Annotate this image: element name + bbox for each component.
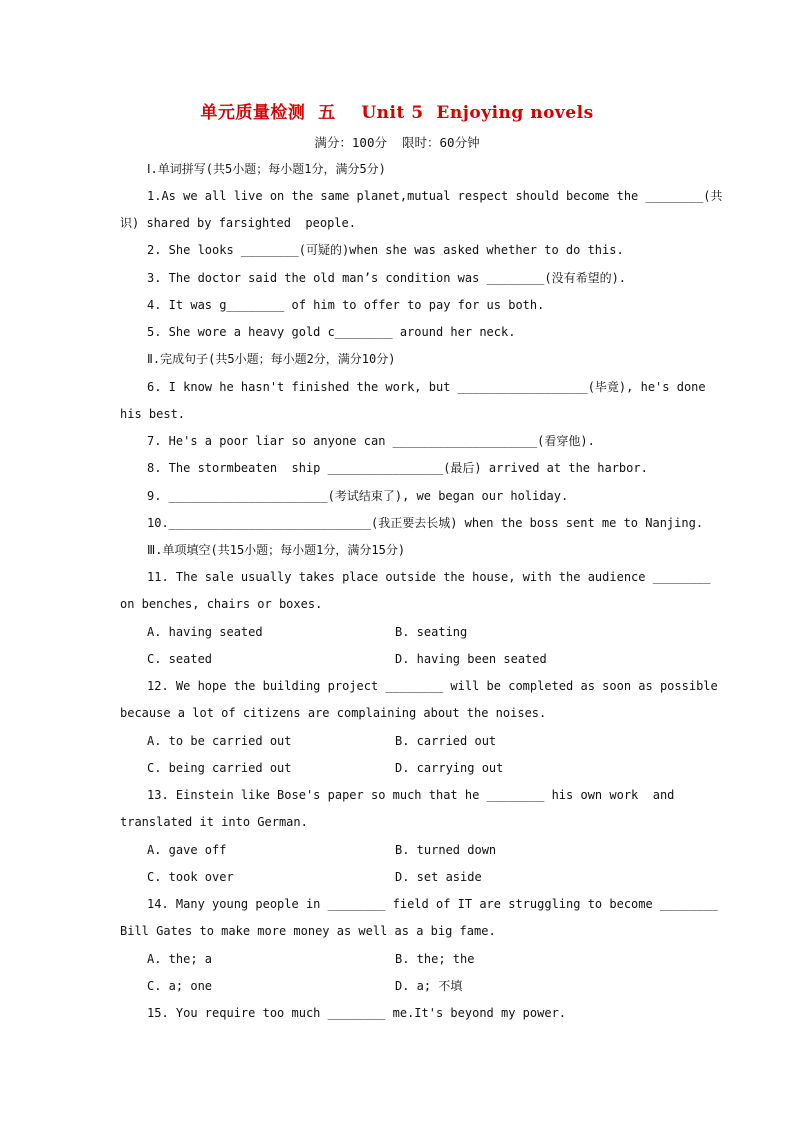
option-14-d: D. a; 不填 (395, 979, 463, 993)
option-11-a: A. having seated (147, 625, 263, 639)
question-12-line-2: because a lot of citizens are complaining about the noises. (120, 706, 547, 720)
question-5: 5. She wore a heavy gold c________ around her neck. (147, 325, 516, 339)
question-6-line-1: 6. I know he hasn't finished the work, but __________________(毕竟), he's done (147, 380, 706, 394)
option-13-d: D. set aside (395, 870, 482, 884)
option-11-c: C. seated (147, 652, 213, 666)
question-11-line-1: 11. The sale usually takes place outside the house, with the audience ________ (147, 570, 711, 584)
option-12-b: B. carried out (395, 734, 497, 748)
section-heading-multiple-choice: Ⅲ.单项填空(共15小题；每小题1分，满分15分) (147, 543, 406, 557)
option-11-b: B. seating (395, 625, 468, 639)
question-13-line-1: 13. Einstein like Bose's paper so much that he ________ his own work and (147, 788, 675, 802)
question-14-line-2: Bill Gates to make more money as well as a big fame. (120, 924, 496, 938)
question-1-line-1: 1.As we all live on the same planet,mutual respect should become the ________(共 (147, 189, 723, 203)
question-9: 9. ______________________(考试结束了), we began our holiday. (147, 489, 569, 503)
question-14-line-1: 14. Many young people in ________ field of IT are struggling to become ________ (147, 897, 718, 911)
option-14-b: B. the; the (395, 952, 475, 966)
option-13-c: C. took over (147, 870, 234, 884)
question-8: 8. The stormbeaten ship ________________(最后) arrived at the harbor. (147, 461, 648, 475)
section-heading-spelling: Ⅰ.单词拼写(共5小题；每小题1分，满分5分) (147, 162, 386, 176)
question-3: 3. The doctor said the old man’s condition was ________(没有希望的). (147, 271, 627, 285)
question-12-line-1: 12. We hope the building project ________ will be completed as soon as possible (147, 679, 718, 693)
question-15: 15. You require too much ________ me.It's beyond my power. (147, 1006, 567, 1020)
question-10: 10.____________________________(我正要去长城) when the boss sent me to Nanjing. (147, 516, 704, 530)
question-4: 4. It was g________ of him to offer to pay for us both. (147, 298, 545, 312)
question-1-line-2: 识) shared by farsighted people. (120, 216, 356, 230)
score-time-info: 满分：100分 限时：60分钟 (314, 135, 480, 150)
question-13-line-2: translated it into German. (120, 815, 308, 829)
option-14-a: A. the; a (147, 952, 213, 966)
question-11-line-2: on benches, chairs or boxes. (120, 597, 323, 611)
option-13-b: B. turned down (395, 843, 497, 857)
option-11-d: D. having been seated (395, 652, 547, 666)
question-7: 7. He's a poor liar so anyone can ____________________(看穿他). (147, 434, 595, 448)
option-12-d: D. carrying out (395, 761, 504, 775)
question-2: 2. She looks ________(可疑的)when she was asked whether to do this. (147, 243, 624, 257)
option-14-c: C. a; one (147, 979, 213, 993)
section-heading-sentences: Ⅱ.完成句子(共5小题；每小题2分，满分10分) (147, 352, 396, 366)
option-12-a: A. to be carried out (147, 734, 292, 748)
question-6-line-2: his best. (120, 407, 186, 421)
option-13-a: A. gave off (147, 843, 227, 857)
option-12-c: C. being carried out (147, 761, 292, 775)
page-title: 单元质量检测 五 Unit 5 Enjoying novels (200, 103, 594, 123)
